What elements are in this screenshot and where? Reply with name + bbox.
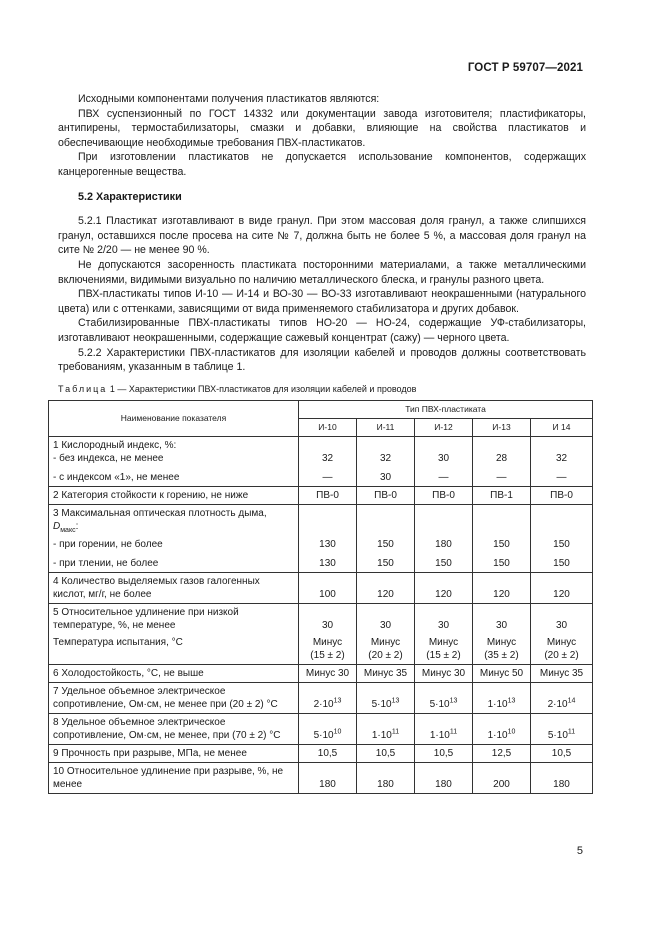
- table-row: [49, 486, 593, 504]
- section-title: 5.2 Характеристики: [78, 190, 182, 203]
- col-header-type: И-10: [299, 418, 357, 436]
- cell-value: 30 Минус (20 ± 2): [357, 603, 415, 664]
- table-row: [49, 436, 593, 486]
- row-label: 2 Категория стойкости к горению, не ниже: [49, 486, 299, 504]
- cell-value: $1\cdot 10^{11}$: [357, 713, 415, 744]
- table-header-row: [49, 400, 593, 418]
- cell-value: $1\cdot 10^{13}$: [473, 682, 531, 713]
- section-paragraph: Стабилизированные ПВХ-пластикаты типов НО-20 — НО-24, содержащие УФ-стабилизаторы, изготавливают неокрашенными, содержащие сажевый концентрат (сажу) — черного цвета.: [58, 317, 586, 344]
- cell-value: 120: [473, 572, 531, 603]
- table-caption: [58, 383, 586, 395]
- cell-value: 32 —: [531, 436, 593, 486]
- cell-value: 180: [357, 762, 415, 793]
- cell-value: 10,5: [531, 744, 593, 762]
- table-row: [49, 713, 593, 744]
- cell-value: $5\cdot 10^{13}$: [415, 682, 473, 713]
- cell-value: 30 —: [415, 436, 473, 486]
- section-paragraph: 5.2.2 Характеристики ПВХ-пластикатов для изоляции кабелей и проводов должны соответствовать требованиям, указанным в таблице 1.: [58, 346, 586, 374]
- table-caption-text: 1 — Характеристики ПВХ-пластикатов для изоляции кабелей и проводов: [109, 383, 417, 394]
- cell-value: ПВ-0: [415, 486, 473, 504]
- col-header-type: И-13: [473, 418, 531, 436]
- cell-value: ПВ-0: [357, 486, 415, 504]
- col-header-name: Наименование показателя: [49, 400, 299, 436]
- cell-value: Минус 30: [299, 664, 357, 682]
- table-caption-label: Таблица: [58, 383, 108, 394]
- cell-value: Минус 50: [473, 664, 531, 682]
- row-label: 1 Кислородный индекс, %: - без индекса, не менее - с индексом «1», не менее: [49, 436, 299, 486]
- cell-value: Минус 30: [415, 664, 473, 682]
- table-row: [49, 682, 593, 713]
- section-paragraph: ПВХ-пластикаты типов И-10 — И-14 и ВО-30 — ВО-33 изготавливают неокрашенными (натурального цвета) или с оттенками, зависящими от вида применяемого стабилизатора и других добавок.: [58, 288, 586, 315]
- cell-value: 150 150: [531, 504, 593, 572]
- row-label: 6 Холодостойкость, °С, не выше: [49, 664, 299, 682]
- cell-value: Минус 35: [531, 664, 593, 682]
- cell-value: 100: [299, 572, 357, 603]
- cell-value: 180: [299, 762, 357, 793]
- intro-paragraph: ПВХ суспензионный по ГОСТ 14332 или документации завода изготовителя; пластификаторы, антипирены, термостабилизаторы, смазки и добавки, влияющие на свойства пластикатов и обеспечивающие необходимые требования ПВХ-пластикатов.: [58, 107, 586, 149]
- table-row: [49, 762, 593, 793]
- cell-value: 180: [415, 762, 473, 793]
- cell-value: 30 Минус (35 ± 2): [473, 603, 531, 664]
- cell-value: $5\cdot 10^{13}$: [357, 682, 415, 713]
- cell-value: ПВ-0: [531, 486, 593, 504]
- cell-value: 200: [473, 762, 531, 793]
- table-row: [49, 603, 593, 664]
- cell-value: 32 —: [299, 436, 357, 486]
- cell-value: 32 30: [357, 436, 415, 486]
- row-label: 10 Относительное удлинение при разрыве, %, не менее: [49, 762, 299, 793]
- cell-value: 10,5: [415, 744, 473, 762]
- col-header-type: И 14: [531, 418, 593, 436]
- cell-value: $5\cdot 10^{11}$: [531, 713, 593, 744]
- section-paragraph: Не допускаются засоренность пластиката посторонними материалами, а также металлическими включениями, видимыми визуально по наличию металлического блеска, и гранулы разного цвета.: [58, 258, 586, 286]
- table-row: [49, 572, 593, 603]
- cell-value: $2\cdot 10^{13}$: [299, 682, 357, 713]
- col-header-type: И-11: [357, 418, 415, 436]
- cell-value: 180 150: [415, 504, 473, 572]
- cell-value: 30 Минус (20 ± 2): [531, 603, 593, 664]
- cell-value: $1\cdot 10^{11}$: [415, 713, 473, 744]
- cell-value: 120: [357, 572, 415, 603]
- table-row: [49, 744, 593, 762]
- cell-value: $1\cdot 10^{10}$: [473, 713, 531, 744]
- col-header-type: И-12: [415, 418, 473, 436]
- cell-value: Минус 35: [357, 664, 415, 682]
- intro-paragraph: Исходными компонентами получения пластикатов являются:: [78, 93, 380, 105]
- cell-value: $2\cdot 10^{14}$: [531, 682, 593, 713]
- row-label: 4 Количество выделяемых газов галогенных кислот, мг/г, не более: [49, 572, 299, 603]
- document-id: ГОСТ Р 59707—2021: [467, 62, 583, 74]
- page-number: 5: [576, 845, 583, 857]
- row-label: 9 Прочность при разрыве, МПа, не менее: [49, 744, 299, 762]
- cell-value: ПВ-0: [299, 486, 357, 504]
- table-row: [49, 664, 593, 682]
- cell-value: 12,5: [473, 744, 531, 762]
- cell-value: 10,5: [299, 744, 357, 762]
- cell-value: 28 —: [473, 436, 531, 486]
- cell-value: 150 150: [357, 504, 415, 572]
- table-row: [49, 504, 593, 572]
- col-group-header: Тип ПВХ-пластиката: [299, 400, 593, 418]
- section-paragraph: 5.2.1 Пластикат изготавливают в виде гранул. При этом массовая доля гранул, а также слипшихся гранул, оставшихся после просева на сите № 7, должна быть не более 5 %, а массовая доля гранул на сите № 2/20 — не менее 90 %.: [58, 215, 586, 257]
- cell-value: 10,5: [357, 744, 415, 762]
- cell-value: 120: [415, 572, 473, 603]
- cell-value: 150 150: [473, 504, 531, 572]
- cell-value: $5\cdot 10^{10}$: [299, 713, 357, 744]
- cell-value: 30 Минус (15 ± 2): [415, 603, 473, 664]
- cell-value: 120: [531, 572, 593, 603]
- cell-value: 30 Минус (15 ± 2): [299, 603, 357, 664]
- row-label: 8 Удельное объемное электрическое сопротивление, Ом·см, не менее, при (70 ± 2) °С: [49, 713, 299, 744]
- row-label: 7 Удельное объемное электрическое сопротивление, Ом·см, не менее при (20 ± 2) °С: [49, 682, 299, 713]
- intro-paragraph: При изготовлении пластикатов не допускается использование компонентов, содержащих канцерогенные вещества.: [58, 151, 586, 178]
- row-label: 3 Максимальная оптическая плотность дыма, $D_{макс}$: - при горении, не более - при тлении, не более: [49, 504, 299, 572]
- cell-value: 180: [531, 762, 593, 793]
- cell-value: 130 130: [299, 504, 357, 572]
- page-content: [53, 92, 586, 794]
- cell-value: ПВ-1: [473, 486, 531, 504]
- row-label: 5 Относительное удлинение при низкой температуре, %, не менее Температура испытания, °С: [49, 603, 299, 664]
- characteristics-table: [48, 400, 593, 794]
